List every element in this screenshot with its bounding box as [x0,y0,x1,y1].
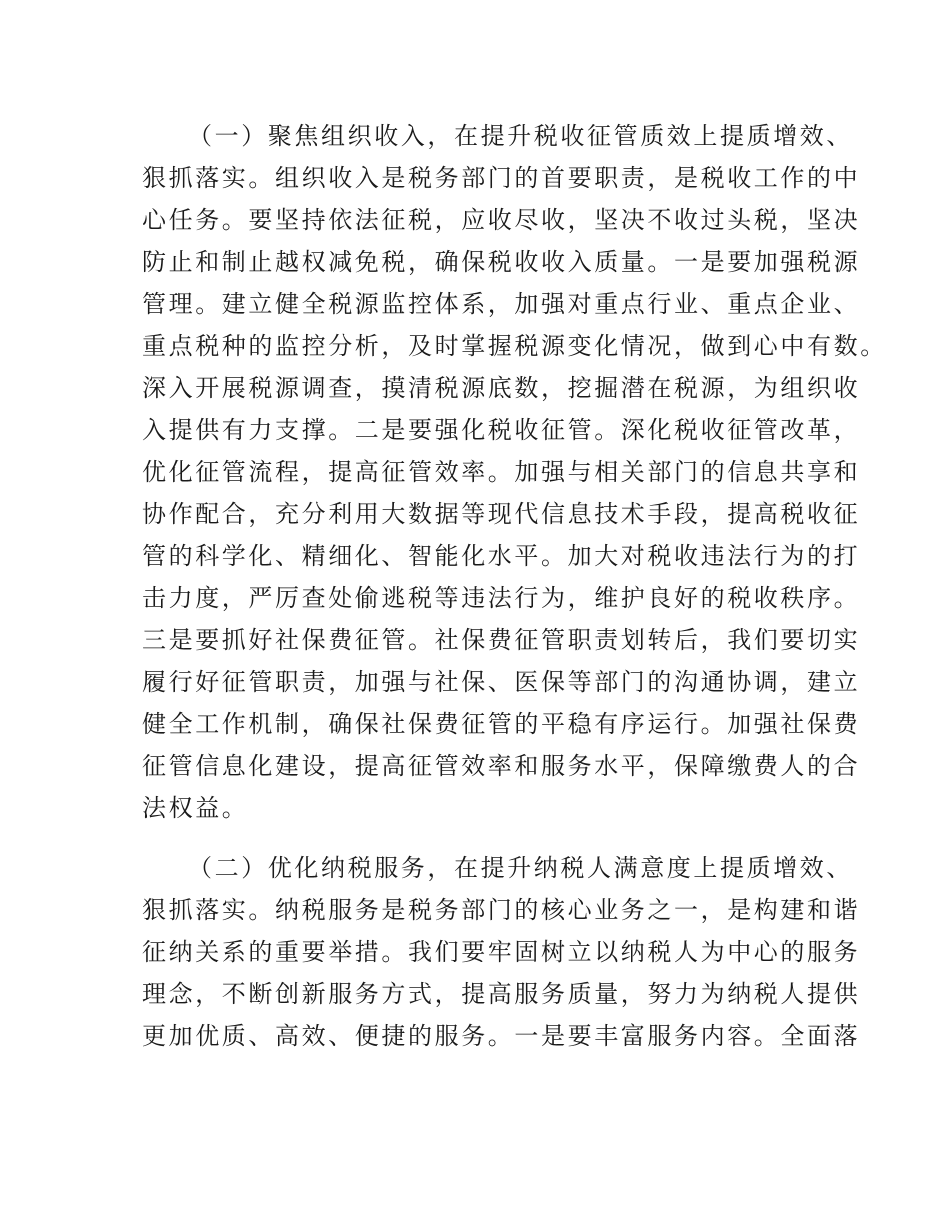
paragraph-1 [142,115,887,829]
document-body [142,115,887,1057]
paragraph-line: 深入开展税源调查，摸清税源底数，挖掘潜在税源，为组织收 [142,374,861,402]
paragraph-2 [142,847,861,1057]
paragraph-spacer [142,829,822,847]
paragraph-line: 协作配合，充分利用大数据等现代信息技术手段，提高税收征 [142,500,861,528]
paragraph-line: 管理。建立健全税源监控体系，加强对重点行业、重点企业、 [142,290,861,318]
paragraph-line: 优化征管流程，提高征管效率。加强与相关部门的信息共享和 [142,458,861,486]
paragraph-line: 三是要抓好社保费征管。社保费征管职责划转后，我们要切实 [142,626,861,654]
paragraph-line: 击力度，严厉查处偷逃税等违法行为，维护良好的税收秩序。 [142,584,861,612]
paragraph-line: 征管信息化建设，提高征管效率和服务水平，保障缴费人的合 [142,752,861,780]
paragraph-line: （二）优化纳税服务，在提升纳税人满意度上提质增效、 [188,854,853,882]
paragraph-line: 理念，不断创新服务方式，提高服务质量，努力为纳税人提供 [142,980,861,1008]
paragraph-line: 管的科学化、精细化、智能化水平。加大对税收违法行为的打 [142,542,861,570]
paragraph-line: 入提供有力支撑。二是要强化税收征管。深化税收征管改革， [142,416,861,444]
paragraph-line: 履行好征管职责，加强与社保、医保等部门的沟通协调，建立 [142,668,861,696]
paragraph-line: 心任务。要坚持依法征税，应收尽收，坚决不收过头税，坚决 [142,206,861,234]
paragraph-line: 重点税种的监控分析，及时掌握税源变化情况，做到心中有数。 [142,332,887,360]
paragraph-line: 健全工作机制，确保社保费征管的平稳有序运行。加强社保费 [142,710,861,738]
paragraph-line: 防止和制止越权减免税，确保税收收入质量。一是要加强税源 [142,248,861,276]
paragraph-line: 更加优质、高效、便捷的服务。一是要丰富服务内容。全面落 [142,1022,861,1050]
paragraph-line: 狠抓落实。纳税服务是税务部门的核心业务之一，是构建和谐 [142,896,861,924]
paragraph-line: 狠抓落实。组织收入是税务部门的首要职责，是税收工作的中 [142,164,861,192]
paragraph-line: 法权益。 [142,794,249,822]
paragraph-line: （一）聚焦组织收入，在提升税收征管质效上提质增效、 [188,122,853,150]
paragraph-line: 征纳关系的重要举措。我们要牢固树立以纳税人为中心的服务 [142,938,861,966]
